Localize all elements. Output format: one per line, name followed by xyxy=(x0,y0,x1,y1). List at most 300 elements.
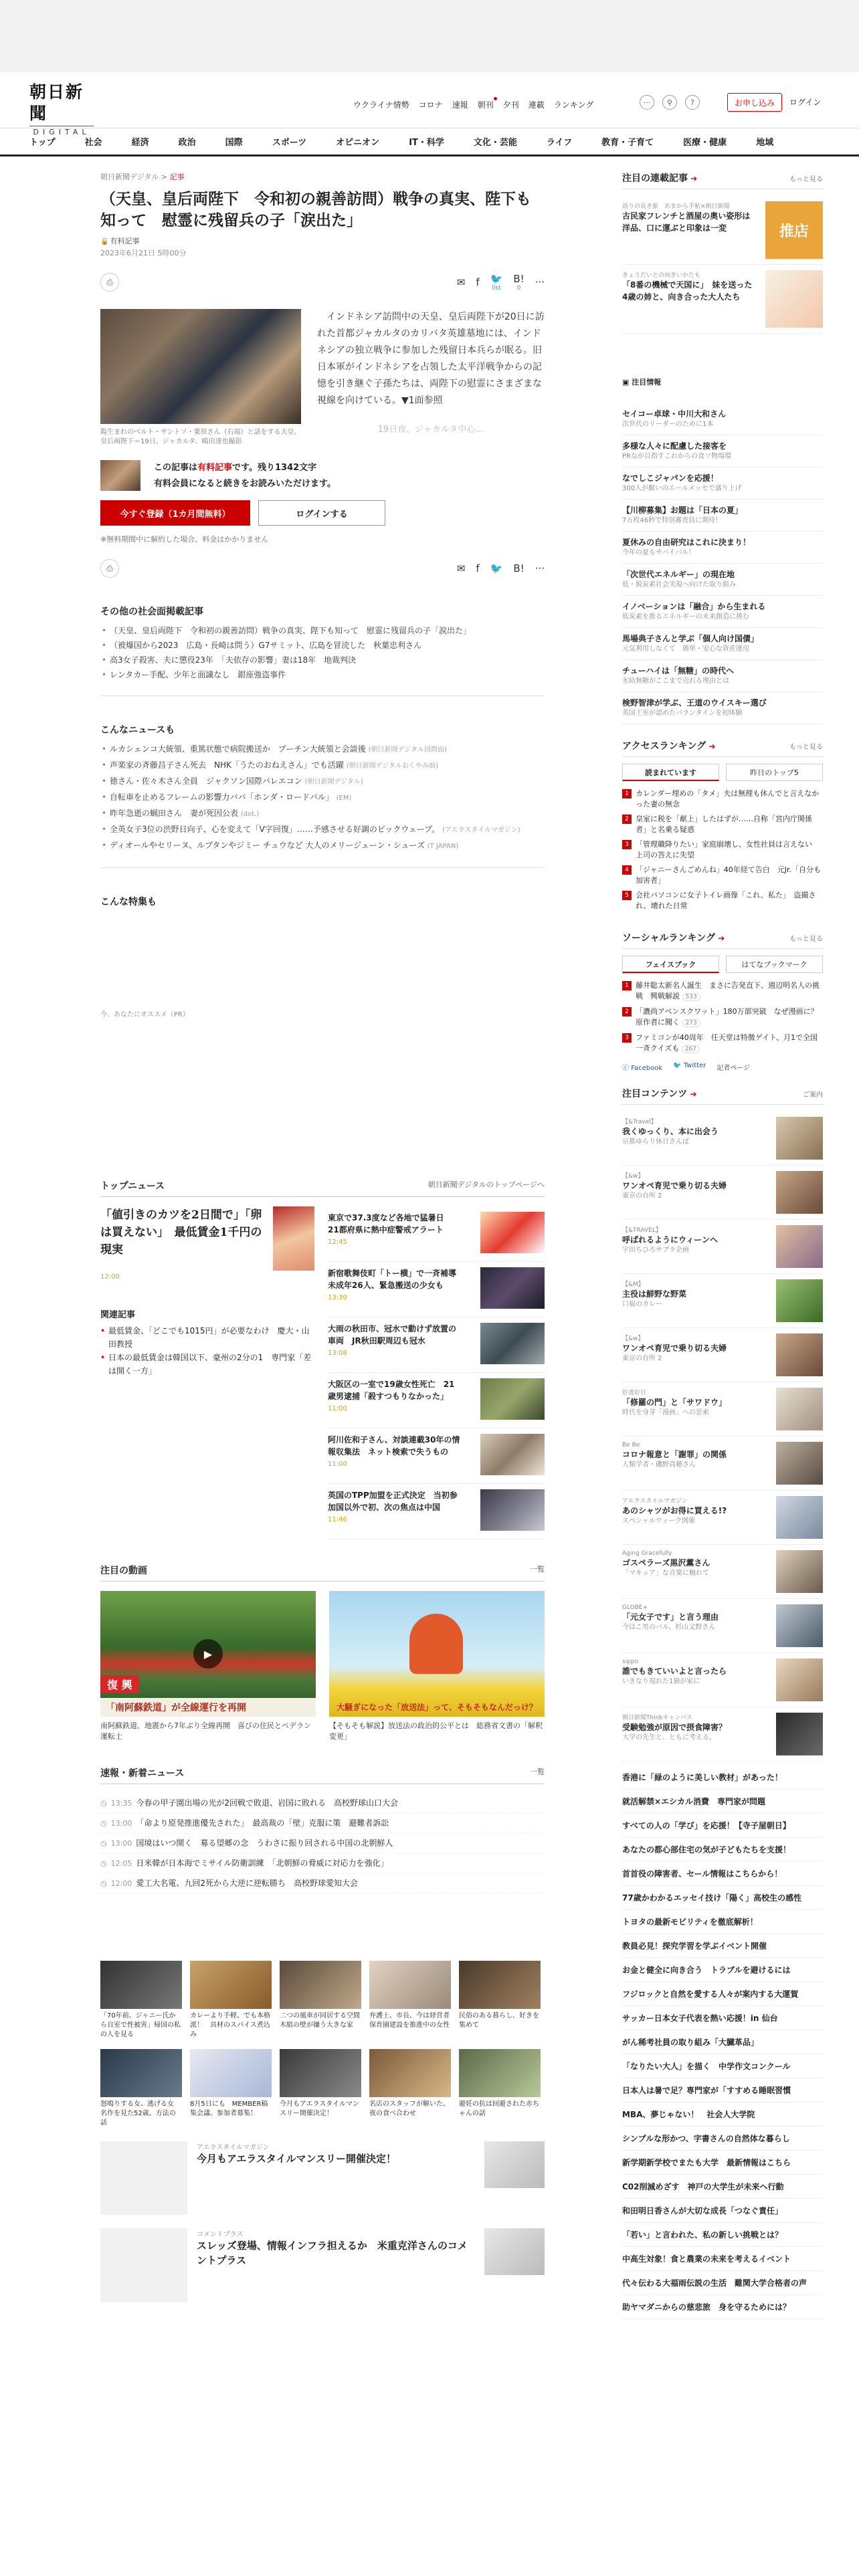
breadcrumb-section[interactable]: 記事 xyxy=(169,173,185,181)
gnav-item[interactable]: 医療・健康 xyxy=(683,138,727,148)
item-source: (EM) xyxy=(336,794,352,802)
card-title: 弁護士、市長、今は経営者 保育園建設を推進中の女性 xyxy=(369,2012,456,2029)
item-kicker: 【&TRAVEL】 xyxy=(622,1227,662,1234)
list-item[interactable]: • レンタカー手配、少年と面識なし 銀座強盗事件 xyxy=(100,667,545,682)
text-link[interactable]: トヨタの最新モビリティを徹底解析！ xyxy=(622,1910,823,1934)
twitter-icon[interactable]: 🐦 xyxy=(490,562,503,574)
text-link[interactable]: 「若い」と言われた、私の新しい挑戦とは？ xyxy=(622,2223,823,2247)
gnav-item[interactable]: 国際 xyxy=(225,138,243,148)
text-link[interactable]: 首首役の障害者、セール情報はこちらから！ xyxy=(622,1862,823,1886)
guide-link[interactable]: ご案内 xyxy=(803,1091,823,1099)
site-logo[interactable] xyxy=(29,82,94,136)
content-item[interactable] xyxy=(622,1166,823,1220)
item-kicker: Aging Gracefully xyxy=(622,1550,672,1557)
site-header xyxy=(0,72,859,136)
item-sub: 300人が願いのエールメッセで盛り上げ xyxy=(622,485,742,492)
item-title: 「命より原発推進優先された」 最高裁の「壁」克服に策 避難者訴訟 xyxy=(136,1818,389,1828)
breaking-news xyxy=(100,1766,545,1894)
content-item[interactable] xyxy=(622,1436,823,1491)
video-card[interactable] xyxy=(100,1591,316,1742)
gnav-item[interactable]: ライフ xyxy=(546,138,573,148)
item-image xyxy=(776,1496,823,1539)
feature-image xyxy=(765,270,823,328)
article-body xyxy=(317,309,545,447)
notice-item[interactable] xyxy=(622,564,823,596)
video-caption: 【そもそも解説】放送法の政治的公平とは 総務省文書の「解釈変更」 xyxy=(329,1721,543,1741)
notice-item[interactable] xyxy=(622,403,823,435)
item-image xyxy=(776,1442,823,1485)
paid-badge: 🔒 有料記事 xyxy=(100,235,545,246)
time-label: 13:30 xyxy=(328,1294,347,1301)
sidebar xyxy=(622,171,823,2319)
more-link[interactable]: もっと見る xyxy=(789,936,823,943)
time-label: 11:00 xyxy=(328,1405,347,1412)
item-kicker: きょうだいとの向きいかたも xyxy=(622,272,701,279)
text-link[interactable]: MBA、夢じゃない！ 社会人大学院 xyxy=(622,2103,823,2127)
list-item[interactable]: • 高3女子殺害、夫に懲役23年 「夫依存の影響」妻は18年 地裁判決 xyxy=(100,653,545,667)
text-link[interactable]: あなたの都心部住宅の気が子どもたちを支援！ xyxy=(622,1838,823,1862)
promo-thumb xyxy=(484,2228,545,2275)
item-image xyxy=(480,1212,545,1253)
item-image xyxy=(480,1489,545,1531)
grid-card[interactable] xyxy=(100,2049,182,2128)
news-item[interactable] xyxy=(328,1428,545,1484)
share-count: list xyxy=(492,285,501,292)
video-list-link[interactable]: 一覧 xyxy=(530,1565,545,1574)
rank-number: 3 xyxy=(622,840,632,849)
video-banner: 大騒ぎになった「放送法」って、そもそもなんだっけ？ xyxy=(337,1703,537,1712)
tab-hatena[interactable]: はてなブックマーク xyxy=(726,956,823,973)
item-image xyxy=(480,1378,545,1420)
item-title: 「次世代エネルギー」の現在地 xyxy=(622,570,735,579)
text-link[interactable]: 教員必見！探究学習を学ぶイベント開催 xyxy=(622,1934,823,1958)
item-sub: 低炭素を推るエネルギーの未来創造に挑む xyxy=(622,613,749,621)
list-item[interactable] xyxy=(100,806,545,822)
text-link[interactable]: シンプルな形かつ、字書さんの自然体な暮らし xyxy=(622,2127,823,2151)
print-icon[interactable]: ⎙ xyxy=(100,273,119,292)
grid-card[interactable] xyxy=(369,1961,456,2040)
lead-image xyxy=(273,1206,314,1271)
text-link[interactable]: がん稀考社員の取り組み「大臓革品」 xyxy=(622,2030,823,2054)
item-sub: 「マキュア」な音楽に触れて xyxy=(622,1570,709,1577)
notice-item[interactable] xyxy=(622,532,823,564)
breadcrumb-site[interactable]: 朝日新聞デジタル xyxy=(100,173,159,181)
item-image xyxy=(776,1171,823,1214)
more-link[interactable]: もっと見る xyxy=(789,176,823,183)
breaking-item[interactable] xyxy=(100,1854,545,1874)
share-count: 0 xyxy=(516,285,521,292)
list-item[interactable]: • （天皇、皇后両陛下 令和初の親善訪問）戦争の真実、陛下も知って 慰霊に残留兵の子「涙出た」 xyxy=(100,623,545,638)
share-count: 273 xyxy=(682,1019,700,1027)
item-sub: 今はこ男のバル、杉山文野さん xyxy=(622,1624,716,1631)
rank-number: 2 xyxy=(622,1007,632,1016)
card-image xyxy=(280,1961,361,2009)
text-link[interactable]: 「なりたい大人」を描く 中学作文コンクール xyxy=(622,2054,823,2078)
promo-item[interactable] xyxy=(100,2141,545,2215)
item-sub: 次世代のリーダーのために1本 xyxy=(622,421,714,428)
time-label: 13:35 xyxy=(110,1799,132,1808)
item-kicker: 語りの長き旅 あまから手帖×朝日新聞 xyxy=(622,203,730,210)
play-icon[interactable]: ▶ xyxy=(193,1639,223,1669)
item-kicker: 【&w】 xyxy=(622,1335,644,1342)
item-kicker: アエラスタイルマガジン xyxy=(622,1498,688,1505)
content-item[interactable] xyxy=(622,1111,823,1166)
gnav-item[interactable]: 経済 xyxy=(131,138,149,148)
rank-number: 1 xyxy=(622,981,632,990)
gnav-item[interactable]: 教育・子育て xyxy=(601,138,654,148)
breaking-list-link[interactable]: 一覧 xyxy=(530,1767,545,1776)
body-fade: 19日夜、ジャカルタ中心… xyxy=(377,425,484,435)
ranking-item[interactable] xyxy=(622,1004,823,1031)
news-item[interactable] xyxy=(328,1484,545,1539)
twitter-icon[interactable]: 🐦 list xyxy=(490,273,503,292)
gnav-item[interactable]: オピニオン xyxy=(336,138,380,148)
time-label: 11:46 xyxy=(328,1516,347,1523)
help-icon[interactable]: ? xyxy=(685,95,700,110)
tab-facebook[interactable]: フェイスブック xyxy=(622,956,719,973)
time-label: 13:00 xyxy=(110,1819,132,1828)
news-item[interactable] xyxy=(328,1206,545,1262)
promo-image xyxy=(100,2141,187,2215)
special-section xyxy=(100,895,545,908)
related-heading: 関連記事 xyxy=(100,1310,136,1320)
item-source: (dot.) xyxy=(240,811,260,818)
ranking-item[interactable] xyxy=(622,837,823,863)
photo-caption: 陽生まれのベルト・サントソ・栗原さん（右端）と話をする天皇、皇后両陛下＝19日、ジャカルタ、嶋田達也撮影 xyxy=(100,429,301,445)
item-title: 会社パソコンに女子トイレ画像「これ、私た」 盗撮され、壊れた日常 xyxy=(636,891,816,910)
item-source: (アエラスタイルマガジン) xyxy=(442,827,520,834)
global-nav xyxy=(0,128,859,156)
item-title: 今春の甲子園出場の光が2回戦で敗退、岩国に敗れる 高校野球山口大会 xyxy=(136,1798,398,1808)
hatena-icon[interactable]: B! 0 xyxy=(513,273,524,292)
grid-card[interactable] xyxy=(190,2049,272,2128)
login-link[interactable]: ログイン xyxy=(789,98,822,107)
article-date: 2023年6月21日 5時00分 xyxy=(100,249,187,257)
grid-card[interactable] xyxy=(369,2049,451,2128)
sns-label: 記者ページ xyxy=(717,1065,751,1072)
top-ad-strip xyxy=(0,0,859,72)
item-title: 国境はいつ開く 募る望郷の念 うわさに振り回される中国の北朝鮮人 xyxy=(136,1838,393,1848)
gnav-item[interactable]: 文化・芸能 xyxy=(473,138,517,148)
card-image xyxy=(369,1961,451,2009)
content-item[interactable] xyxy=(622,1599,823,1653)
sidebar-heading[interactable]: 注目コンテンツ ➔ xyxy=(622,1087,697,1100)
time-label: 13:08 xyxy=(328,1350,347,1357)
content-item[interactable] xyxy=(622,1274,823,1328)
item-kicker: 【&w】 xyxy=(622,1173,644,1180)
rank-number: 4 xyxy=(622,865,632,875)
list-item[interactable] xyxy=(100,758,545,774)
clock-icon: ◷ xyxy=(100,1879,107,1888)
gnav-item[interactable]: 地域 xyxy=(756,138,774,148)
login-button[interactable]: ログインする xyxy=(258,500,385,526)
item-title: 大雨の秋田市、冠水で動けず放置の車両 JR秋田駅周辺も冠水 xyxy=(328,1324,457,1346)
item-sub: 7万枚46秒で特別審査員に期待！ xyxy=(622,517,723,524)
promo-image xyxy=(100,2228,187,2302)
item-title: 【川柳募集】お題は「日本の夏」 xyxy=(622,506,743,515)
top-news xyxy=(100,1179,545,1539)
news-item[interactable] xyxy=(328,1262,545,1317)
reporter-link[interactable] xyxy=(717,1062,750,1072)
text-link[interactable]: 就活解禁×エシカル消費 専門家が問題 xyxy=(622,1790,823,1814)
paywall-red: 有料記事 xyxy=(197,463,233,473)
mail-icon[interactable]: ✉ xyxy=(456,276,466,288)
item-sub: 時代を身芽「漫画」への思索 xyxy=(622,1409,709,1416)
grid-card[interactable] xyxy=(100,1961,182,2040)
ranking-item[interactable] xyxy=(622,786,823,812)
tab-yesterday[interactable]: 昨日のトップ5 xyxy=(726,764,823,781)
item-image xyxy=(776,1279,823,1322)
list-item[interactable] xyxy=(100,742,545,758)
card-image xyxy=(190,2049,272,2097)
notice-item[interactable] xyxy=(622,596,823,628)
svc-ranking[interactable]: ランキング xyxy=(553,100,594,110)
item-image xyxy=(776,1713,823,1755)
card-title: 民俗のある暮らし、好きを集めて xyxy=(459,2012,539,2029)
item-title: 昨年急逝の蝋田さん 妻が死因公表 xyxy=(110,809,239,818)
list-item[interactable]: • （被爆国から2023 広島・長崎は問う）G7サミット、広島を冒涜した 秋葉忠利さん xyxy=(100,638,545,653)
item-sub: PRなが目指すこれからの食ソ物場環 xyxy=(622,453,731,460)
apply-button[interactable]: お申し込み xyxy=(727,93,782,112)
news-item[interactable] xyxy=(328,1317,545,1373)
item-kicker: 好書好日 xyxy=(622,1390,647,1396)
text-link[interactable]: 和田明日香さんが大切な成長「つなぐ責任」 xyxy=(622,2199,823,2223)
pr-label: 今、あなたにオススメ（PR） xyxy=(100,1011,189,1018)
gnav-item[interactable]: 政治 xyxy=(178,138,196,148)
notice-item[interactable] xyxy=(622,467,823,500)
text-link[interactable]: C02削減めざす 神戸の大学生が未来へ行動 xyxy=(622,2175,823,2199)
notice-item[interactable] xyxy=(622,692,823,724)
notice-item[interactable] xyxy=(622,435,823,467)
item-image xyxy=(776,1388,823,1430)
video-banner: 「南阿蘇鉄道」が全線運行を再開 xyxy=(100,1698,316,1717)
more-share-icon[interactable]: ··· xyxy=(535,276,545,288)
mail-icon[interactable]: ✉ xyxy=(456,562,466,574)
card-title: 「70年前、ジャニー氏から自室で性被害」帰国の私の人を見る xyxy=(100,2012,181,2038)
item-title: 古民家フレンチと酒屋の奥い姿形は洋品、口に運ぶと印象は一変 xyxy=(622,211,751,233)
facebook-icon[interactable]: f xyxy=(476,276,480,288)
gnav-item[interactable]: トップ xyxy=(29,138,56,148)
item-title: ワンオペ育児で乗り切る夫婦 xyxy=(622,1181,727,1190)
notice-item[interactable] xyxy=(622,628,823,660)
text-link[interactable]: 香港に「緑のように美しい教材」があった！ xyxy=(622,1765,823,1790)
facebook-icon[interactable]: f xyxy=(476,562,480,574)
gnav-item[interactable]: スポーツ xyxy=(272,138,307,148)
news-item[interactable] xyxy=(328,1373,545,1428)
svc-serial[interactable]: 連載 xyxy=(528,100,545,110)
feature-grid xyxy=(100,1961,545,2128)
text-link[interactable]: 新学期新学校でまたも大学 最新情報はこちら xyxy=(622,2151,823,2175)
grid-card[interactable] xyxy=(459,1961,541,2040)
ranking-item[interactable] xyxy=(622,812,823,837)
more-link[interactable]: もっと見る xyxy=(789,744,823,751)
item-source: (朝日新聞デジタル) xyxy=(304,778,363,786)
item-title: ルカシェンコ大統領、重篤状態で病院搬送か プーチン大統領と会談後 xyxy=(110,744,366,754)
article-photo[interactable] xyxy=(100,309,301,447)
lead-title: 「値引きのカツを2日間で」「卵は買えない」 最低賃金1千円の現実 xyxy=(100,1208,262,1257)
item-title: ファミコンが40周年 任天堂は特徴ゲイト、月1で全国一斉クイズも xyxy=(636,1033,818,1053)
item-kicker: sippo xyxy=(622,1658,639,1665)
svc-ukraine[interactable]: ウクライナ情勢 xyxy=(353,100,409,110)
sidebar-heading[interactable]: ソーシャルランキング ➔ xyxy=(622,931,725,944)
list-item[interactable] xyxy=(100,822,545,838)
ranking-item[interactable] xyxy=(622,978,823,1004)
card-title: 今月もアエラスタイルマンスリー開催決定！ xyxy=(280,2101,359,2117)
item-source: (朝日新聞デジタル国際面) xyxy=(368,746,447,754)
top-page-link[interactable]: 朝日新聞デジタルのトップページへ xyxy=(427,1180,545,1189)
item-sub: 低・脱炭素社会実現へ向けた取り組み xyxy=(622,581,736,588)
promo-item[interactable] xyxy=(100,2228,545,2302)
content-item[interactable] xyxy=(622,1707,823,1761)
list-item[interactable] xyxy=(100,790,545,806)
item-title: 自転車を止めるフレームの影響力ババ「ホンダ・ロードバル」 xyxy=(110,792,334,802)
other-articles xyxy=(100,605,545,696)
card-image xyxy=(100,2049,182,2097)
item-kicker: Be Be xyxy=(622,1442,640,1448)
feature-badge: 推店 xyxy=(765,201,823,259)
item-title: 主役は鮮野な野菜 xyxy=(622,1289,687,1299)
sidebar-heading[interactable]: アクセスランキング ➔ xyxy=(622,739,715,752)
grid-card[interactable] xyxy=(459,2049,541,2128)
notice-item[interactable] xyxy=(622,660,823,692)
svc-morning[interactable]: 朝刊 xyxy=(477,100,494,110)
content-item[interactable] xyxy=(622,1491,823,1545)
tab-read[interactable]: 読まれています xyxy=(622,764,719,781)
content-item[interactable] xyxy=(622,1220,823,1274)
svc-evening[interactable]: 夕刊 xyxy=(502,100,519,110)
item-sub: 口福のカレー xyxy=(622,1301,662,1308)
text-link[interactable]: お金と健全に向き合う トラブルを避けるには xyxy=(622,1958,823,1982)
search-icon[interactable]: ⚲ xyxy=(662,95,677,110)
item-title: 我くゆっくり、本に出会う xyxy=(622,1127,719,1136)
text-link[interactable]: 中高生対象！食と農業の未来を考えるイベント xyxy=(622,2247,823,2271)
item-title: チューハイは「無糖」の時代へ xyxy=(622,666,735,675)
video-card[interactable] xyxy=(329,1591,545,1742)
text-link[interactable]: 日本人は暑で足？専門家が「すすめる睡眠習慣 xyxy=(622,2078,823,2103)
text-link[interactable]: 助ヤマダニからの慈悲旅 身を守るためには？ xyxy=(622,2295,823,2319)
sns-label: Twitter xyxy=(683,1062,706,1069)
list-item[interactable] xyxy=(100,838,545,854)
text-link[interactable]: サッカー日本女子代表を熱い応援！in 仙台 xyxy=(622,2006,823,2030)
related-item[interactable]: • 日本の最低賃金は韓国以下、豪州の2分の1 専門家「差は開く一方」 xyxy=(100,1351,314,1378)
item-title: セイコー卓球・中川大和さん xyxy=(622,409,727,419)
print-icon[interactable]: ⎙ xyxy=(100,559,119,578)
breadcrumb: 朝日新聞デジタル > 記事 xyxy=(100,173,185,181)
item-sub: 元気利用しなくて 簡単・安心な資産運用 xyxy=(622,645,749,653)
facebook-link[interactable] xyxy=(622,1062,662,1072)
card-image xyxy=(459,1961,541,2009)
time-label: 12:00 xyxy=(100,1273,120,1281)
text-link[interactable]: 77歳かわかるエッセイ技け「陽く」高校生の感性 xyxy=(622,1886,823,1910)
text-link[interactable]: フジロックと自然を愛する人々が案内する大運賀 xyxy=(622,1982,823,2006)
breaking-item[interactable] xyxy=(100,1834,545,1854)
cartoon-figure xyxy=(409,1614,463,1674)
promo-kicker: コメントプラス xyxy=(197,2231,244,2238)
grid-card[interactable] xyxy=(190,1961,272,2040)
item-title: 皇室に税を「献上」したはずが……自称「宮内庁関係者」と名乗る疑惑 xyxy=(636,815,812,834)
item-image xyxy=(776,1550,823,1593)
breaking-item[interactable] xyxy=(100,1874,545,1894)
related-item[interactable]: • 最低賃金、「どこでも1015円」が必要なわけ 慶大・山田教授 xyxy=(100,1324,314,1351)
list-item[interactable] xyxy=(100,774,545,790)
item-kicker: 【&M】 xyxy=(622,1281,644,1288)
content-item[interactable] xyxy=(622,1328,823,1382)
grid-card[interactable] xyxy=(280,1961,367,2040)
ranking-item[interactable] xyxy=(622,1031,823,1057)
promo-thumb xyxy=(484,2141,545,2188)
item-image xyxy=(480,1434,545,1475)
sidebar-heading[interactable]: 注目の連載記事 ➔ xyxy=(622,171,697,185)
item-kicker: 【&Travel】 xyxy=(622,1119,657,1125)
item-image xyxy=(776,1225,823,1268)
gnav-item[interactable]: IT・科学 xyxy=(409,138,444,148)
item-sub: 東京の台所 2 xyxy=(622,1192,662,1200)
item-title: 新宿歌舞伎町「トー横」で一斉補導 未成年26人、緊急搬送の少女も xyxy=(328,1269,465,1290)
item-image xyxy=(480,1323,545,1364)
card-title: 名店のスタッフが解いた、夜の食べ合わせ xyxy=(369,2101,450,2117)
item-sub: いきなり現れた1猫が家に xyxy=(622,1678,700,1685)
time-label: 12:45 xyxy=(328,1239,347,1246)
item-sub: 人類学者・磯野真穂さん xyxy=(622,1461,696,1469)
svc-corona[interactable]: コロナ xyxy=(418,100,443,110)
item-title: 「修羅の門」と「サワドウ」 xyxy=(622,1398,727,1407)
share-bar xyxy=(100,273,545,292)
hatena-icon[interactable]: B! xyxy=(513,562,524,574)
sns-links xyxy=(622,1062,823,1072)
feature-item[interactable] xyxy=(622,265,823,334)
section-heading: 速報・新着ニュース xyxy=(100,1768,185,1779)
more-share-icon[interactable]: ··· xyxy=(535,562,545,574)
clock-icon: ◷ xyxy=(100,1859,107,1868)
feature-item[interactable] xyxy=(622,196,823,265)
notice-item[interactable] xyxy=(622,500,823,532)
video-thumb xyxy=(100,1591,316,1717)
gnav-item[interactable]: 社会 xyxy=(84,138,102,148)
ranking-item[interactable] xyxy=(622,888,823,914)
card-title: 怒鳴りする女、逃げる女 名作を見た52歳、方法の話 xyxy=(100,2101,181,2127)
item-title: 日米韓が日本海でミサイル防衛訓練 「北朝鮮の脅威に対応力を強化」 xyxy=(136,1858,389,1868)
body-text: インドネシア訪問中の天皇、皇后両陛下が20日に訪れた首都ジャカルタのカリバタ英雄墓地には、インドネシアの独立戦争に参加した残留日本兵らが眠る。旧日本軍がインドネシアを占領した太平洋戦争からの記憶を引き継ぐ子孫たちは、両陛下の慰霊にさまざまな視線を向けている。▼1面参照 xyxy=(317,312,545,406)
text-link[interactable]: 代々伝わる大福雨伝説の生活 難関大学合格者の声 xyxy=(622,2271,823,2295)
text-link[interactable]: すべての人の「学び」を応援！【寺子屋朝日】 xyxy=(622,1814,823,1838)
item-title: 誰でもきていいよと言ったら xyxy=(622,1667,727,1676)
content-item[interactable] xyxy=(622,1545,823,1599)
breaking-item[interactable] xyxy=(100,1814,545,1834)
paywall-pre: この記事は xyxy=(154,463,198,473)
notice-text: 注目情報 xyxy=(632,378,662,387)
clock-icon: ◷ xyxy=(100,1839,107,1848)
svc-breaking[interactable]: 速報 xyxy=(452,100,468,110)
breaking-item[interactable] xyxy=(100,1794,545,1814)
video-tag: 復 興 xyxy=(100,1675,139,1693)
twitter-link[interactable] xyxy=(673,1062,706,1072)
register-button[interactable]: 今すぐ登録（1カ月間無料） xyxy=(100,500,250,526)
card-image xyxy=(369,2049,451,2097)
item-title: 藤井聡太新名人誕生 まさに告発直下、週辺明名人の挑戦 興戦解説 xyxy=(636,981,820,1000)
ranking-item[interactable] xyxy=(622,863,823,888)
rank-number: 2 xyxy=(622,815,632,824)
more-icon[interactable]: ··· xyxy=(640,95,654,110)
rank-number: 5 xyxy=(622,891,632,900)
promo-kicker: アエラスタイルマガジン xyxy=(197,2144,270,2151)
photo-image xyxy=(100,309,301,424)
content-item[interactable] xyxy=(622,1382,823,1436)
item-source: (朝日新聞デジタルおくやみ面) xyxy=(346,762,438,770)
notice-label xyxy=(622,377,823,387)
content-item[interactable] xyxy=(622,1653,823,1707)
lead-story[interactable] xyxy=(100,1206,314,1539)
grid-card[interactable] xyxy=(280,2049,361,2128)
